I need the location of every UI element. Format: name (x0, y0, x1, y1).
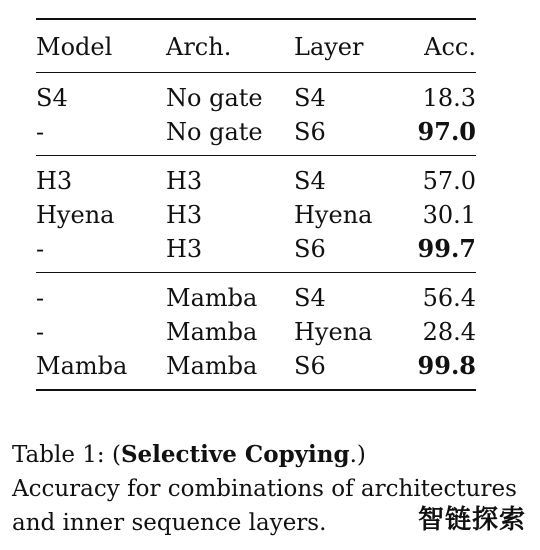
cell-acc: 57.0 (422, 167, 476, 195)
top-rule (36, 18, 476, 20)
cell-acc: 28.4 (422, 318, 476, 346)
caption-line-2: Accuracy for combinations of architectures (12, 476, 517, 502)
header-layer: Layer (294, 33, 364, 61)
cell-model: S4 (36, 84, 68, 112)
cell-model: H3 (36, 167, 73, 195)
watermark-logo: 智链探索 (417, 505, 526, 535)
table-row (36, 81, 476, 115)
cell-acc: 56.4 (422, 284, 476, 312)
cell-layer: S6 (294, 118, 326, 146)
cell-acc: 99.8 (417, 351, 476, 380)
cell-layer: S4 (294, 84, 326, 112)
cell-model: - (36, 118, 45, 146)
header-acc: Acc. (424, 33, 476, 61)
caption-line-1 (12, 438, 532, 472)
table-row (36, 164, 476, 198)
cell-layer: S4 (294, 167, 326, 195)
header-model: Model (36, 33, 113, 61)
cell-arch: No gate (166, 84, 263, 112)
caption-suffix: .) (349, 442, 366, 468)
group-rule (36, 272, 476, 273)
cell-model: - (36, 235, 45, 263)
cell-layer: S4 (294, 284, 326, 312)
cell-arch: Mamba (166, 284, 258, 312)
results-table (36, 18, 476, 391)
table-header-row (36, 28, 476, 66)
cell-acc: 97.0 (417, 117, 476, 146)
bottom-rule (36, 389, 476, 391)
table-row (36, 232, 476, 266)
cell-arch: H3 (166, 235, 203, 263)
cell-arch: Mamba (166, 318, 258, 346)
table-row (36, 349, 476, 383)
table-row (36, 281, 476, 315)
cell-model: - (36, 318, 45, 346)
caption-prefix: Table 1: ( (12, 442, 121, 468)
cell-acc: 99.7 (417, 234, 476, 263)
cell-model: Mamba (36, 352, 128, 380)
cell-layer: S6 (294, 235, 326, 263)
table-row (36, 115, 476, 149)
cell-model: Hyena (36, 201, 115, 229)
header-arch: Arch. (166, 33, 232, 61)
cell-arch: H3 (166, 201, 203, 229)
cell-arch: H3 (166, 167, 203, 195)
cell-acc: 30.1 (422, 201, 476, 229)
group-rule (36, 155, 476, 156)
cell-arch: No gate (166, 118, 263, 146)
cell-acc: 18.3 (422, 84, 476, 112)
cell-layer: Hyena (294, 201, 373, 229)
table-row (36, 315, 476, 349)
caption-line-3: and inner sequence layers. (12, 510, 327, 536)
cell-arch: Mamba (166, 352, 258, 380)
header-rule (36, 72, 476, 73)
cell-model: - (36, 284, 45, 312)
cell-layer: Hyena (294, 318, 373, 346)
cell-layer: S6 (294, 352, 326, 380)
caption-title: Selective Copying (120, 441, 350, 468)
table-row (36, 198, 476, 232)
